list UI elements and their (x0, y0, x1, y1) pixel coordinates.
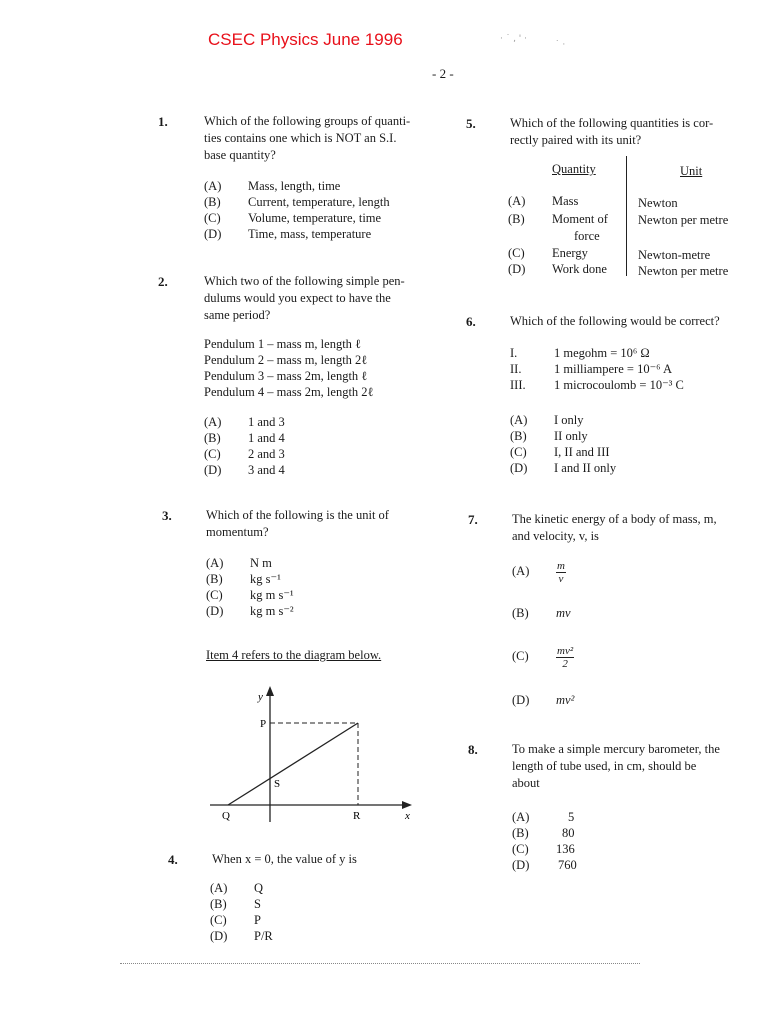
answer-option[interactable]: (B) II only (510, 429, 588, 443)
point-r-label: R (353, 810, 361, 822)
answer-option[interactable]: (D) Time, mass, temperature (204, 227, 372, 241)
answer-option[interactable]: (B) Current, temperature, length (204, 195, 390, 209)
y-axis-label: y (258, 691, 263, 703)
question-number: 4. (168, 852, 178, 867)
answer-option[interactable]: (A) 1 and 3 (204, 415, 285, 429)
pendulum-item: Pendulum 2 – mass m, length 2ℓ (204, 353, 368, 367)
question-number: 1. (158, 114, 168, 129)
table-cell-unit: Newton (638, 196, 678, 210)
question-stem: When x = 0, the value of y is (212, 852, 357, 866)
pendulum-item: Pendulum 4 – mass 2m, length 2ℓ (204, 385, 374, 399)
table-divider (626, 156, 627, 276)
answer-option[interactable]: (C) 2 and 3 (204, 447, 285, 461)
item-intro: Item 4 refers to the diagram below. (206, 648, 382, 662)
question-stem: Which of the following groups of quanti- ties contains one which is NOT an S.I. base quantity? (204, 114, 411, 162)
question-stem: Which of the following would be correct? (510, 314, 720, 328)
pendulum-list (204, 336, 374, 400)
answer-option[interactable]: (B) S (210, 897, 261, 911)
answer-option[interactable]: (D) P/R (210, 929, 273, 943)
answer-option[interactable]: (A) I only (510, 413, 584, 427)
point-p-label: P (260, 718, 267, 730)
answer-option[interactable]: (D) kg m s⁻² (206, 604, 294, 618)
scan-edge-line (120, 963, 640, 964)
table-cell-unit: Newton per metre (638, 213, 729, 227)
x-axis-label: x (405, 810, 410, 822)
point-q-label: Q (222, 810, 230, 822)
question-number: 6. (466, 314, 476, 329)
answer-option[interactable]: (A) Mass, length, time (204, 179, 341, 193)
y-axis-arrow (266, 686, 274, 696)
x-axis-arrow (402, 801, 412, 809)
fraction: $\frac{m}{v}$ (557, 560, 565, 585)
answer-options (210, 880, 273, 944)
answer-option[interactable]: (C) I, II and III (510, 445, 610, 459)
table-row[interactable]: (A) Mass (508, 194, 579, 208)
table-header-quantity: Quantity (552, 162, 596, 176)
table-cell-unit: Newton-metre (638, 248, 711, 262)
table-cell-quantity-cont: force (574, 229, 600, 243)
answer-option[interactable]: (C) $\frac{\text{mv²}}{2}$ (512, 645, 574, 670)
answer-option[interactable]: (C) 136 (512, 842, 575, 856)
table-row[interactable]: (B) Moment of (508, 212, 608, 226)
answer-option[interactable]: (A) Q (210, 881, 264, 895)
answer-option[interactable]: (D) 760 (512, 858, 577, 872)
answer-options (512, 809, 577, 873)
graph-diagram (200, 680, 440, 830)
statement-item: III. 1 microcoulomb = 10⁻³ C (510, 378, 684, 392)
answer-option[interactable]: (A) N m (206, 556, 272, 570)
statement-item: II. 1 milliampere = 10⁻⁶ A (510, 362, 672, 376)
answer-option[interactable]: (B) mv (512, 606, 571, 620)
fraction: $\frac{\text{mv²}}{2}$ (557, 645, 574, 670)
question-stem: Which of the following quantities is cor- rectly paired with its unit? (510, 116, 714, 147)
answer-option[interactable]: (C) kg m s⁻¹ (206, 588, 294, 602)
answer-options (204, 414, 285, 478)
document-title: CSEC Physics June 1996 (208, 30, 403, 49)
question-number: 3. (162, 508, 172, 523)
table-header-unit: Unit (680, 164, 703, 178)
answer-option[interactable]: (B) 80 (512, 826, 575, 840)
answer-options (206, 555, 294, 619)
answer-option[interactable]: (A) 5 (512, 810, 575, 824)
answer-options (510, 412, 616, 476)
table-row[interactable]: (C) Energy (508, 246, 588, 260)
answer-option[interactable]: (D) 3 and 4 (204, 463, 285, 477)
statement-list (510, 345, 684, 393)
graph-line (228, 723, 358, 805)
answer-option[interactable]: (D) I and II only (510, 461, 617, 475)
answer-option[interactable]: (C) Volume, temperature, time (204, 211, 382, 225)
question-number: 8. (468, 742, 478, 757)
question-number: 5. (466, 116, 476, 131)
question-stem: Which of the following is the unit of momentum? (206, 508, 389, 539)
question-number: 7. (468, 512, 478, 527)
point-s-label: S (274, 778, 281, 790)
question-stem: To make a simple mercury barometer, the length of tube used, in cm, should be about (512, 742, 720, 790)
answer-option[interactable]: (A) $\frac{m}{v}$ (512, 560, 565, 585)
statement-item: I. 1 megohm = 10⁶ Ω (510, 346, 650, 360)
scan-noise: · ˙ , ' · (500, 34, 527, 44)
page-number: - 2 - (432, 66, 454, 81)
answer-option[interactable]: (C) P (210, 913, 261, 927)
pendulum-item: Pendulum 3 – mass 2m, length ℓ (204, 369, 368, 383)
scan-noise: ˙ · (555, 40, 566, 50)
pendulum-item: Pendulum 1 – mass m, length ℓ (204, 337, 362, 351)
answer-option[interactable]: (B) kg s⁻¹ (206, 572, 281, 586)
table-cell-unit: Newton per metre (638, 264, 729, 278)
answer-options (204, 178, 390, 242)
answer-option[interactable]: (B) 1 and 4 (204, 431, 285, 445)
question-stem: The kinetic energy of a body of mass, m, and velocity, v, is (512, 512, 717, 543)
question-number: 2. (158, 274, 168, 289)
question-stem: Which two of the following simple pen- dulums would you expect to have the same period? (204, 274, 405, 322)
answer-option[interactable]: (D) mv² (512, 693, 575, 707)
table-row[interactable]: (D) Work done (508, 262, 607, 276)
